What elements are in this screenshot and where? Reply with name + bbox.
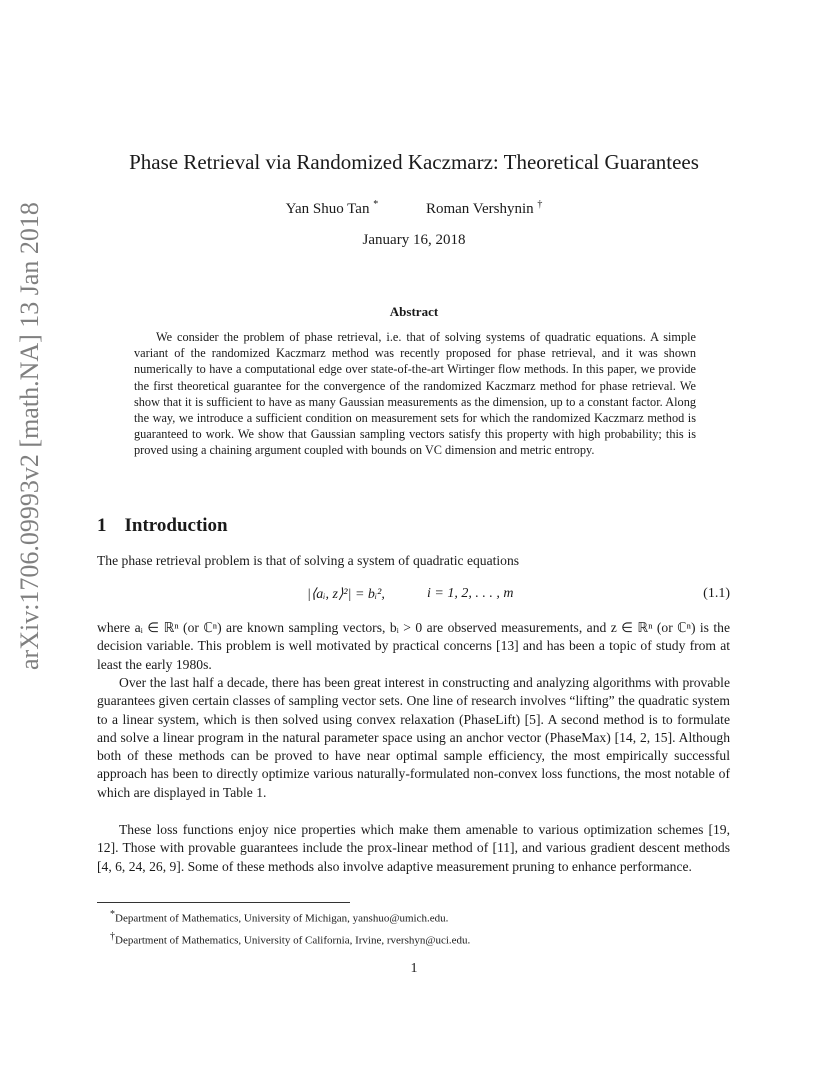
author-1-mark: * xyxy=(373,199,379,210)
section-heading xyxy=(97,515,228,537)
abstract-text: We consider the problem of phase retrieval, i.e. that of solving systems of quadratic equations. A simple variant of the randomized Kaczmarz method was recently proposed for phase retrieval, and it was shown numerically to have a computational edge over state-of-the-art Wirtinger flow methods. In this paper, we provide the first theoretical guarantee for the convergence of the randomized Kaczmarz method for phase retrieval. We show that it is sufficient to have as many Gaussian measurements as the dimension, up to a constant factor. Along the way, we introduce a sufficient condition on measurement sets for which the randomized Kaczmarz method is guaranteed to work. We show that Gaussian sampling vectors satisfy this property with high probability; this is proved using a chaining argument coupled with bounds on VC dimension and metric entropy. xyxy=(134,330,696,458)
paragraph-3: These loss functions enjoy nice properties which make them amenable to various optimization schemes [19, 12]. Those with provable guarantees include the prox-linear method of [11], and various gradient descent methods [4, 6, 24, 26, 9]. Some of these methods also involve adaptive measurement pruning to enhance performance. xyxy=(97,822,730,874)
author-list xyxy=(80,199,748,218)
paragraph-1: where aᵢ ∈ ℝⁿ (or ℂⁿ) are known sampling vectors, bᵢ > 0 are observed measurements, and z ∈ ℝⁿ (or ℂⁿ) is the decision variable. This problem is well motivated by practical concerns [13] and has been a topic of study from at least the early 1980s. xyxy=(97,620,730,672)
footnote-2 xyxy=(110,928,470,950)
equation-1-1 xyxy=(97,586,730,606)
author-1-name: Yan Shuo Tan xyxy=(285,201,370,217)
footnotes xyxy=(110,906,470,949)
arxiv-identifier: arXiv:1706.09993v2 [math.NA] 13 Jan 2018 xyxy=(15,202,44,670)
footnote-1 xyxy=(110,906,470,928)
abstract-heading: Abstract xyxy=(389,304,439,319)
author-1 xyxy=(286,201,379,217)
footnote-1-text: Department of Mathematics, University of Michigan, yanshuo@umich.edu. xyxy=(115,912,449,925)
equation-range: i = 1, 2, . . . , m xyxy=(427,586,514,601)
footnote-rule xyxy=(97,902,350,903)
author-2-name: Roman Vershynin xyxy=(425,201,534,217)
equation-expression: |⟨aᵢ, z⟩²| = bᵢ², xyxy=(307,587,385,602)
intro-line: The phase retrieval problem is that of solving a system of quadratic equations xyxy=(97,553,520,568)
page-number: 1 xyxy=(410,961,418,976)
equation-number: (1.1) xyxy=(703,586,730,601)
paper-title: Phase Retrieval via Randomized Kaczmarz: Theoretical Guarantees xyxy=(129,150,699,174)
paragraph-2: Over the last half a decade, there has been great interest in constructing and analyzing algorithms with provable guarantees given certain classes of sampling vector sets. One line of research involves “lifting” the quadratic system to a linear system, which is then solved using convex relaxation (PhaseLift) [5]. A second method is to formulate and solve a linear program in the natural parameter space using an anchor vector (PhaseMax) [14, 2, 15]. Although both of these methods can be proved to have near optimal sample efficiency, the most empirically successful approach has been to directly optimize various naturally-formulated non-convex loss functions, the most notable of which are displayed in Table 1. xyxy=(97,675,730,800)
footnote-2-mark: † xyxy=(110,930,115,942)
author-2 xyxy=(426,201,542,217)
section-number: 1 xyxy=(97,515,107,536)
footnote-2-text: Department of Mathematics, University of California, Irvine, rvershyn@uci.edu. xyxy=(115,934,471,947)
section-title: Introduction xyxy=(124,515,228,536)
author-2-mark: † xyxy=(537,199,543,210)
footnote-1-mark: * xyxy=(110,909,115,920)
paper-date: January 16, 2018 xyxy=(362,232,466,248)
